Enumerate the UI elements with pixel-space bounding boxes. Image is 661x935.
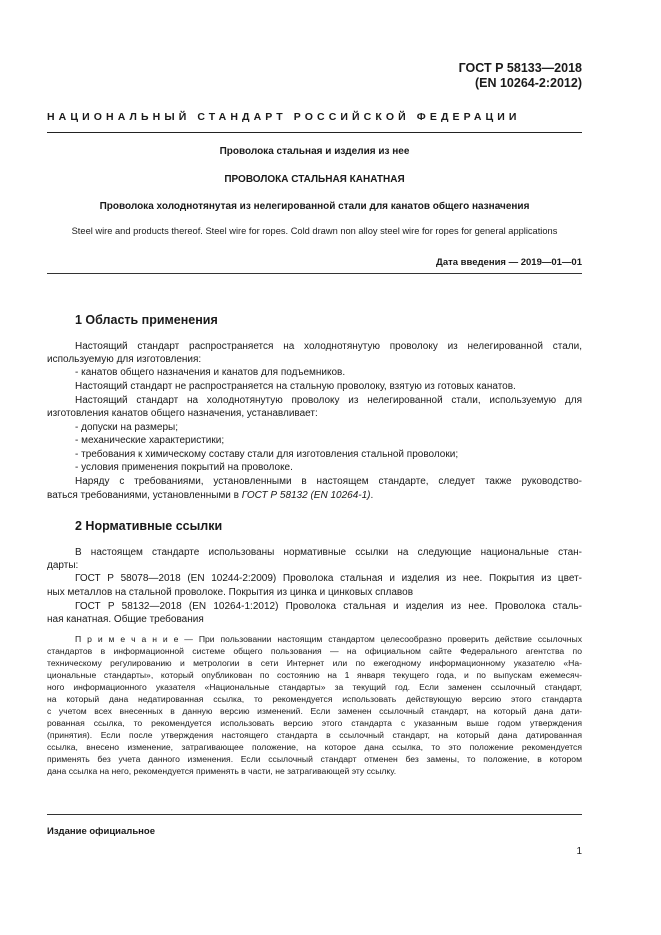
paragraph-line: Настоящий стандарт не распространяется на стальную проволоку, взятую из готовых канатов. <box>75 381 516 392</box>
list-item: - канатов общего назначения и канатов для подъемников. <box>75 367 346 378</box>
note-line: дана ссылка на него, рекомендуется применять в части, не затрагивающей эту ссылку. <box>47 766 397 776</box>
paragraph-line: дарты: <box>47 560 79 571</box>
list-item: - требования к химическому составу стали для изготовления стальной проволоки; <box>75 449 459 460</box>
list-item: - допуски на размеры; <box>75 422 178 433</box>
reference-line: ная канатная. Общие требования <box>47 614 204 625</box>
note-line: на который дана недатированная ссылка, то рекомендуется использовать действующую версию этого стандарта <box>47 694 582 704</box>
group-title: Проволока стальная и изделия из нее <box>219 146 410 157</box>
list-item: - условия применения покрытий на проволоке. <box>75 462 293 473</box>
official-edition-label: Издание официальное <box>47 826 155 837</box>
note-line: стандартов в информационной системе общего пользования — на официальном сайте Федерального агентства по <box>47 646 582 656</box>
standard-code: ГОСТ Р 58133—2018 <box>458 61 582 75</box>
note-line: рованная ссылка, то рекомендуется использовать версию этого стандарта с указанным выше годом утверждения <box>47 718 582 728</box>
note-line: ного информационного указателя «Национальные стандарты» за текущий год. Если заменен ссылочный стандарт, <box>47 682 582 692</box>
note-line: с учетом всех внесенных в данную версию изменений. Если заменен ссылочный стандарт, на который дана дати- <box>47 706 582 716</box>
paragraph-line: используемую для изготовления: <box>47 354 202 365</box>
paragraph-line: В настоящем стандарте использованы нормативные ссылки на следующие национальные стан- <box>75 547 582 558</box>
paragraph-line: Настоящий стандарт на холоднотянутую проволоку из нелегированной стали, используемую для <box>75 395 582 406</box>
note-line: П р и м е ч а н и е — При пользовании настоящим стандартом целесообразно проверить действие ссылочных <box>75 634 582 644</box>
title-divider <box>47 273 582 274</box>
paragraph-line: изготовления канатов общего назначения, устанавливает: <box>47 408 318 419</box>
paragraph-text: . <box>370 490 374 501</box>
paragraph-line: Наряду с требованиями, установленными в настоящем стандарте, следует также руководство- <box>75 476 582 487</box>
reference-line: ГОСТ Р 58132—2018 (EN 10264-1:2012) Проволока стальная и изделия из нее. Проволока сталь- <box>75 601 582 612</box>
header-divider <box>47 132 582 133</box>
standard-reference: ГОСТ Р 58132 (EN 10264-1) <box>241 490 371 501</box>
list-item: - механические характеристики; <box>75 435 225 446</box>
note-line: ссылка, внесено изменение, затрагивающее положение, на которое дана ссылка, то это положение рекомендуется <box>47 742 582 752</box>
note-line: циональные стандарты», который опубликован по состоянию на 1 января текущего года, и по выпускам ежемесяч- <box>47 670 582 680</box>
paragraph-line: Настоящий стандарт распространяется на холоднотянутую проволоку из нелегированной стали, <box>75 341 582 352</box>
sub-title: Проволока холоднотянутая из нелегированной стали для канатов общего назначения <box>99 201 530 212</box>
reference-line: ных металлов на стальной проволоке. Покрытия из цинка и цинковых сплавов <box>47 587 414 598</box>
standard-code-block <box>459 61 582 91</box>
english-title: Steel wire and products thereof. Steel wire for ropes. Cold drawn non alloy steel wire for ropes for general applications <box>71 226 558 236</box>
section-1-heading: 1 Область применения <box>75 313 218 327</box>
standard-code-en: (EN 10264-2:2012) <box>474 76 582 90</box>
national-standard-title: НАЦИОНАЛЬНЫЙ СТАНДАРТ РОССИЙСКОЙ ФЕДЕРАЦИИ <box>47 111 521 123</box>
page-number: 1 <box>576 846 582 857</box>
footer-divider <box>47 814 582 815</box>
note-line: применять без учета данного изменения. Если ссылочный стандарт отменен без замены, то положение, в котором <box>47 754 582 764</box>
reference-line: ГОСТ Р 58078—2018 (EN 10244-2:2009) Проволока стальная и изделия из нее. Покрытия из цвет- <box>75 573 582 584</box>
main-title: ПРОВОЛОКА СТАЛЬНАЯ КАНАТНАЯ <box>224 174 405 185</box>
introduction-date: Дата введения — 2019—01—01 <box>436 257 582 268</box>
paragraph-text: ваться требованиями, установленными в <box>47 490 242 501</box>
note-line: техническому регулированию и метрологии в сети Интернет или по ежегодному информационному указателю «На- <box>47 658 582 668</box>
paragraph-line <box>47 489 373 502</box>
section-2-heading: 2 Нормативные ссылки <box>75 519 223 533</box>
note-line: (принятия). Если после утверждения настоящего стандарта в ссылочный стандарт, на который дана датированная <box>47 730 582 740</box>
